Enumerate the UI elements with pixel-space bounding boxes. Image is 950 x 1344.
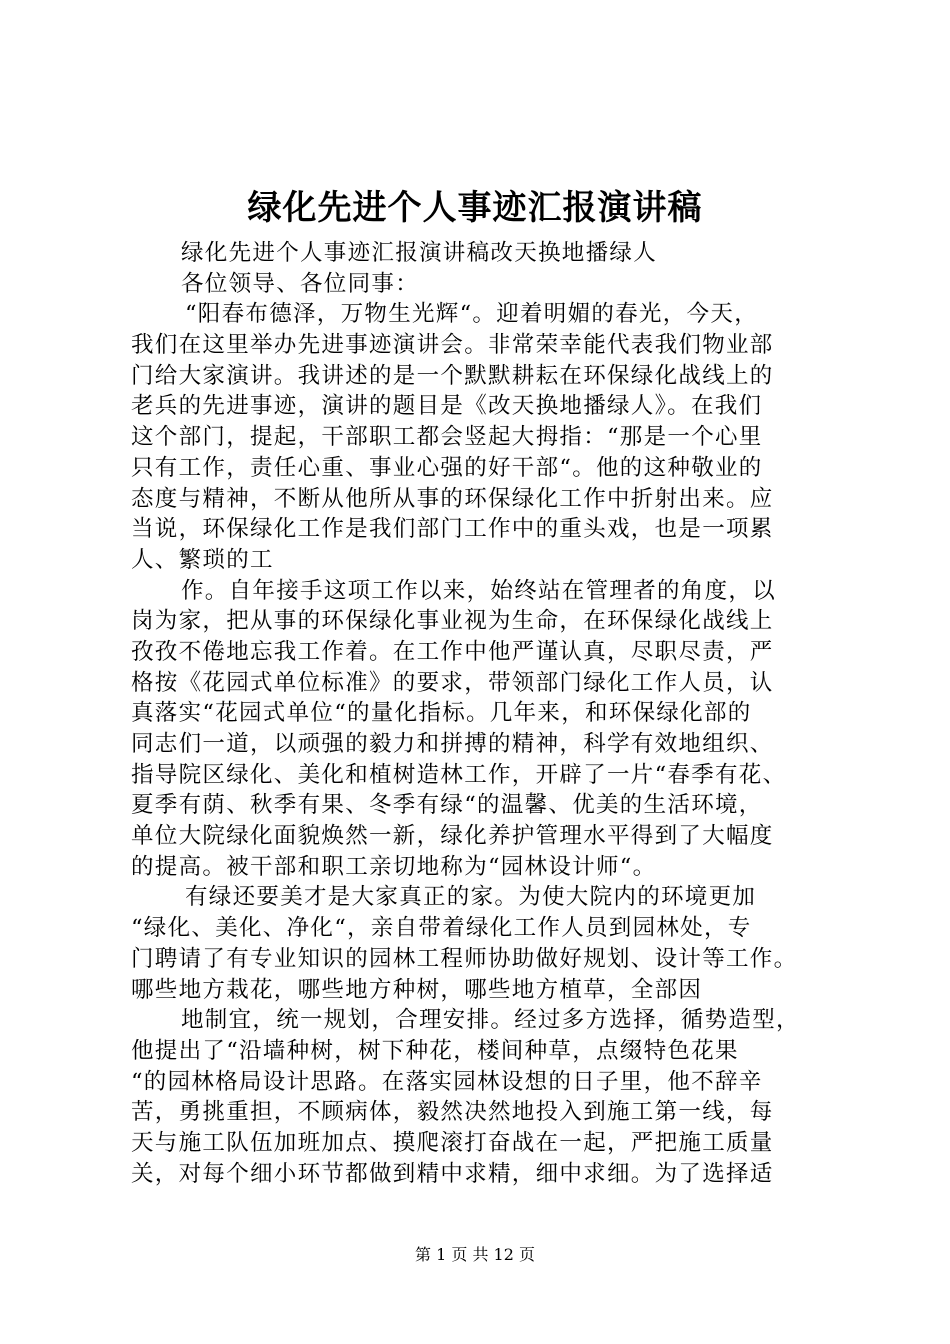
text-line: 指导院区绿化、美化和植树造林工作，开辟了一片“春季有花、	[131, 761, 787, 788]
text-line: 态度与精神，不断从他所从事的环保绿化工作中折射出来。应	[131, 485, 774, 512]
text-line: 夏季有荫、秋季有果、冬季有绿“的温馨、优美的生活环境，	[131, 792, 763, 819]
text-line: 有绿还要美才是大家真正的家。为使大院内的环境更加	[185, 884, 757, 911]
text-line: 老兵的先进事迹，演讲的题目是《改天换地播绿人》。在我们	[131, 393, 763, 420]
text-line: 只有工作，责任心重、事业心强的好干部“。他的这种敬业的	[131, 454, 763, 481]
text-line: 人、繁琐的工	[131, 546, 274, 573]
text-line: 他提出了“沿墙种树，树下种花，楼间种草，点缀特色花果	[131, 1037, 739, 1064]
text-line: “绿化、美化、净化“，亲自带着绿化工作人员到园林处，专	[131, 915, 752, 942]
text-line: 的提高。被干部和职工亲切地称为“园林设计师“。	[131, 853, 657, 880]
text-line: 这个部门，提起，干部职工都会竖起大拇指：“那是一个心里	[131, 424, 763, 451]
text-line: “的园林格局设计思路。在落实园林设想的日子里，他不辞辛	[131, 1068, 763, 1095]
text-line: 苦，勇挑重担，不顾病体，毅然决然地投入到施工第一线，每	[131, 1099, 774, 1126]
text-line: 孜孜不倦地忘我工作着。在工作中他严谨认真，尽职尽责，严	[131, 638, 774, 665]
text-line: 天与施工队伍加班加点、摸爬滚打奋战在一起，严把施工质量	[131, 1129, 774, 1156]
text-line: 门给大家演讲。我讲述的是一个默默耕耘在环保绿化战线上的	[131, 362, 774, 389]
text-line: 作。自年接手这项工作以来，始终站在管理者的角度，以	[181, 577, 777, 604]
document-body	[131, 238, 831, 1189]
text-line: 关，对每个细小环节都做到精中求精，细中求细。为了选择适	[131, 1160, 774, 1187]
text-line: 各位领导、各位同事：	[181, 270, 420, 297]
document-title: 绿化先进个人事迹汇报演讲稿	[247, 188, 703, 228]
text-line: 单位大院绿化面貌焕然一新，绿化养护管理水平得到了大幅度	[131, 823, 774, 850]
text-line: 岗为家，把从事的环保绿化事业视为生命，在环保绿化战线上	[131, 608, 774, 635]
page-number-footer: 第 1 页 共 12 页	[415, 1245, 535, 1264]
text-line: 我们在这里举办先进事迹演讲会。非常荣幸能代表我们物业部	[131, 332, 774, 359]
text-line: 哪些地方栽花，哪些地方种树，哪些地方植草，全部因	[131, 976, 703, 1003]
text-line: 当说，环保绿化工作是我们部门工作中的重头戏，也是一项累	[131, 516, 774, 543]
text-line: 绿化先进个人事迹汇报演讲稿改天换地播绿人	[181, 240, 658, 266]
text-line: 地制宜，统一规划，合理安排。经过多方选择，循势造型，	[181, 1007, 800, 1034]
text-line: 门聘请了有专业知识的园林工程师协助做好规划、设计等工作。	[131, 945, 798, 972]
text-line: 真落实“花园式单位“的量化指标。几年来，和环保绿化部的	[131, 700, 752, 727]
text-line: 格按《花园式单位标准》的要求，带领部门绿化工作人员，认	[131, 669, 774, 696]
text-line: “阳春布德泽，万物生光辉“。迎着明媚的春光，今天，	[185, 301, 759, 328]
text-line: 同志们一道，以顽强的毅力和拼搏的精神，科学有效地组织、	[131, 731, 774, 757]
